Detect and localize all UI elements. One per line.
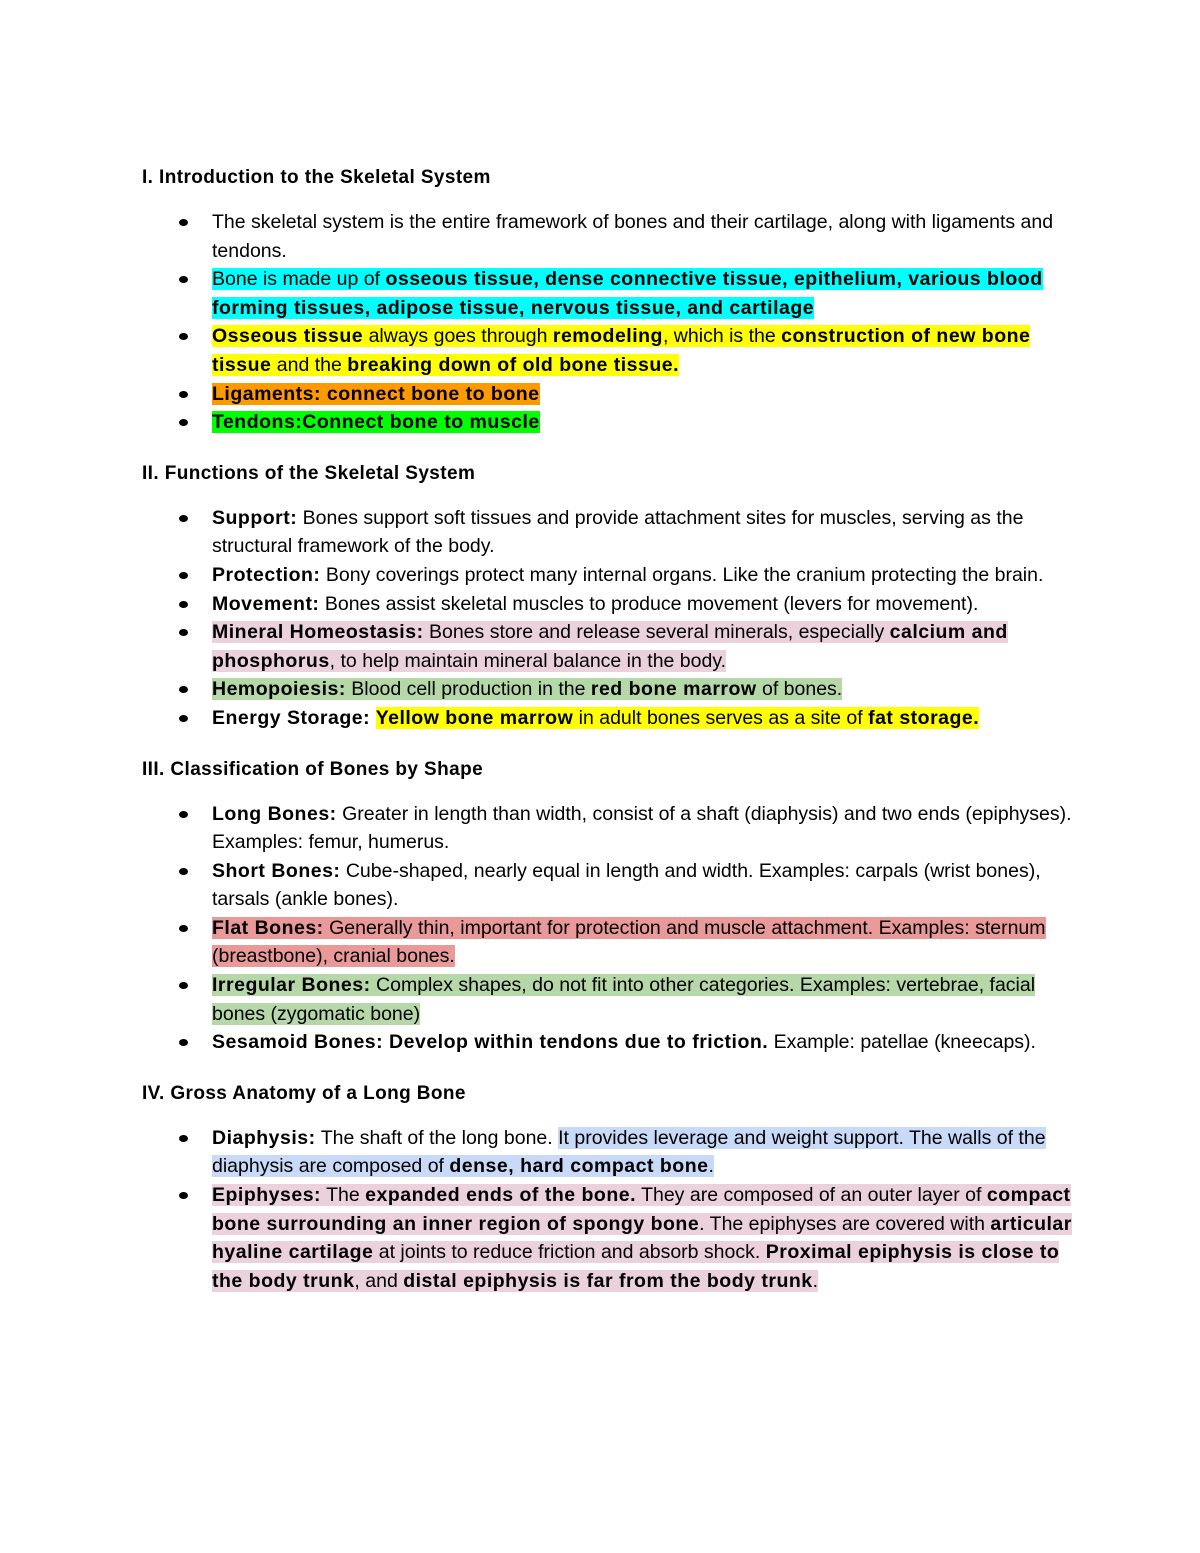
list-item bbox=[142, 322, 1072, 379]
bold-text: Yellow bone marrow bbox=[375, 706, 574, 729]
list-item bbox=[142, 675, 1072, 704]
text-run: at joints to reduce friction and absorb shock. bbox=[373, 1241, 766, 1264]
list-item bbox=[142, 800, 1072, 857]
list-item bbox=[142, 857, 1072, 914]
text-run: in adult bones serves as a site of bbox=[573, 706, 869, 729]
text-run: Bony coverings protect many internal organs. Like the cranium protecting the brain. bbox=[320, 563, 1044, 586]
text-run: , and bbox=[354, 1269, 404, 1292]
bullet-list bbox=[142, 504, 1072, 733]
bold-text: Sesamoid Bones: Develop within tendons due to friction. bbox=[212, 1031, 769, 1054]
text-run: , which is the bbox=[662, 325, 782, 348]
text-run: Greater in length than width, consist of a shaft (diaphysis) and two ends (epiphyses). Examples: femur, humerus. bbox=[212, 802, 1072, 854]
section-heading: I. Introduction to the Skeletal System bbox=[142, 167, 491, 188]
list-item bbox=[142, 590, 1072, 619]
text-run: The bbox=[321, 1184, 366, 1207]
bold-text: Proximal epiphysis is close to the body trunk bbox=[212, 1241, 1060, 1292]
bullet-list bbox=[142, 800, 1072, 1057]
text-run: . bbox=[708, 1155, 714, 1178]
bold-text: Short Bones: bbox=[212, 859, 341, 882]
list-item bbox=[142, 561, 1072, 590]
text-run: . bbox=[812, 1269, 819, 1292]
bullet-list bbox=[142, 208, 1072, 437]
section-heading: III. Classification of Bones by Shape bbox=[142, 758, 484, 780]
bold-text: Flat Bones: bbox=[212, 916, 324, 939]
bullet-list bbox=[142, 1124, 1072, 1296]
text-run: Bones store and release several minerals, especially bbox=[423, 621, 890, 644]
bold-text: Irregular Bones: bbox=[212, 974, 371, 997]
text-run: Bone is made up of bbox=[212, 268, 386, 291]
text-run: The shaft of the long bone. bbox=[315, 1126, 559, 1149]
text-run: Bones support soft tissues and provide attachment sites for muscles, serving as the structural framework of the body. bbox=[212, 506, 1024, 558]
bold-text: articular hyaline cartilage bbox=[212, 1212, 1072, 1264]
bold-text: expanded ends of the bone. bbox=[365, 1184, 637, 1207]
text-run: Generally thin, important for protection and muscle attachment. Examples: sternum (breastbone), cranial bones. bbox=[212, 916, 1046, 968]
bold-text: distal epiphysis is far from the body trunk bbox=[403, 1269, 813, 1292]
list-item bbox=[142, 971, 1072, 1028]
text-run: Blood cell production in the bbox=[345, 678, 591, 701]
document-body bbox=[142, 164, 1072, 1318]
bold-text: Support: bbox=[212, 506, 298, 529]
text-run: of bones. bbox=[756, 678, 843, 701]
list-item bbox=[142, 380, 1072, 409]
list-item bbox=[142, 408, 1072, 437]
bold-text: compact bone surrounding an inner region of spongy bone bbox=[212, 1184, 1071, 1235]
text-run: and the bbox=[271, 353, 348, 376]
bold-text: breaking down of old bone tissue. bbox=[347, 353, 680, 376]
bold-text: remodeling bbox=[552, 325, 663, 348]
list-item bbox=[142, 208, 1072, 265]
list-item bbox=[142, 504, 1072, 561]
bold-text: Epiphyses: bbox=[212, 1184, 322, 1207]
bold-text: Energy Storage: bbox=[212, 706, 376, 729]
bold-text: fat storage. bbox=[868, 706, 980, 729]
text-run: They are composed of an outer layer of bbox=[636, 1184, 987, 1207]
list-item bbox=[142, 704, 1072, 733]
bold-text: Long Bones: bbox=[212, 802, 337, 825]
text-run: It provides leverage and weight support. The walls of the diaphysis are composed of bbox=[212, 1126, 1046, 1178]
bold-text: Protection: bbox=[212, 563, 321, 586]
list-item bbox=[142, 914, 1072, 971]
list-item bbox=[142, 1181, 1072, 1295]
text-run: Example: patellae (kneecaps). bbox=[768, 1031, 1036, 1054]
bold-text: Hemopoiesis: bbox=[212, 678, 346, 701]
bold-text: Ligaments: connect bone to bone bbox=[212, 382, 540, 405]
bold-text: calcium and phosphorus bbox=[212, 621, 1008, 672]
text-run: . The epiphyses are covered with bbox=[699, 1212, 991, 1235]
text-run: The skeletal system is the entire framework of bones and their cartilage, along with ligaments and tendons. bbox=[212, 211, 1054, 262]
list-item bbox=[142, 1124, 1072, 1181]
text-run: Cube-shaped, nearly equal in length and width. Examples: carpals (wrist bones), tarsals (ankle bones). bbox=[212, 859, 1041, 911]
bold-text: Osseous tissue bbox=[212, 325, 364, 348]
section-heading: IV. Gross Anatomy of a Long Bone bbox=[142, 1082, 466, 1104]
section-heading: II. Functions of the Skeletal System bbox=[142, 462, 476, 484]
bold-text: Movement: bbox=[212, 592, 320, 615]
bold-text: construction of new bone tissue bbox=[212, 325, 1031, 376]
text-run: Bones assist skeletal muscles to produce movement (levers for movement). bbox=[319, 592, 979, 615]
bold-text: Diaphysis: bbox=[212, 1126, 316, 1149]
list-item bbox=[142, 265, 1072, 322]
list-item bbox=[142, 1028, 1072, 1057]
bold-text: Tendons:Connect bone to muscle bbox=[212, 411, 540, 434]
text-run: Complex shapes, do not fit into other categories. Examples: vertebrae, facial bones (zygomatic bone) bbox=[212, 974, 1036, 1025]
bold-text: dense, hard compact bone bbox=[449, 1155, 709, 1178]
text-run: always goes through bbox=[363, 325, 553, 348]
bold-text: osseous tissue, dense connective tissue, epithelium, various blood forming tissues, adipose tissue, nervous tissue, and cartilage bbox=[212, 268, 1043, 319]
bold-text: red bone marrow bbox=[590, 678, 757, 701]
list-item bbox=[142, 618, 1072, 675]
bold-text: Mineral Homeostasis: bbox=[212, 621, 424, 644]
text-run: , to help maintain mineral balance in the body. bbox=[329, 649, 727, 672]
